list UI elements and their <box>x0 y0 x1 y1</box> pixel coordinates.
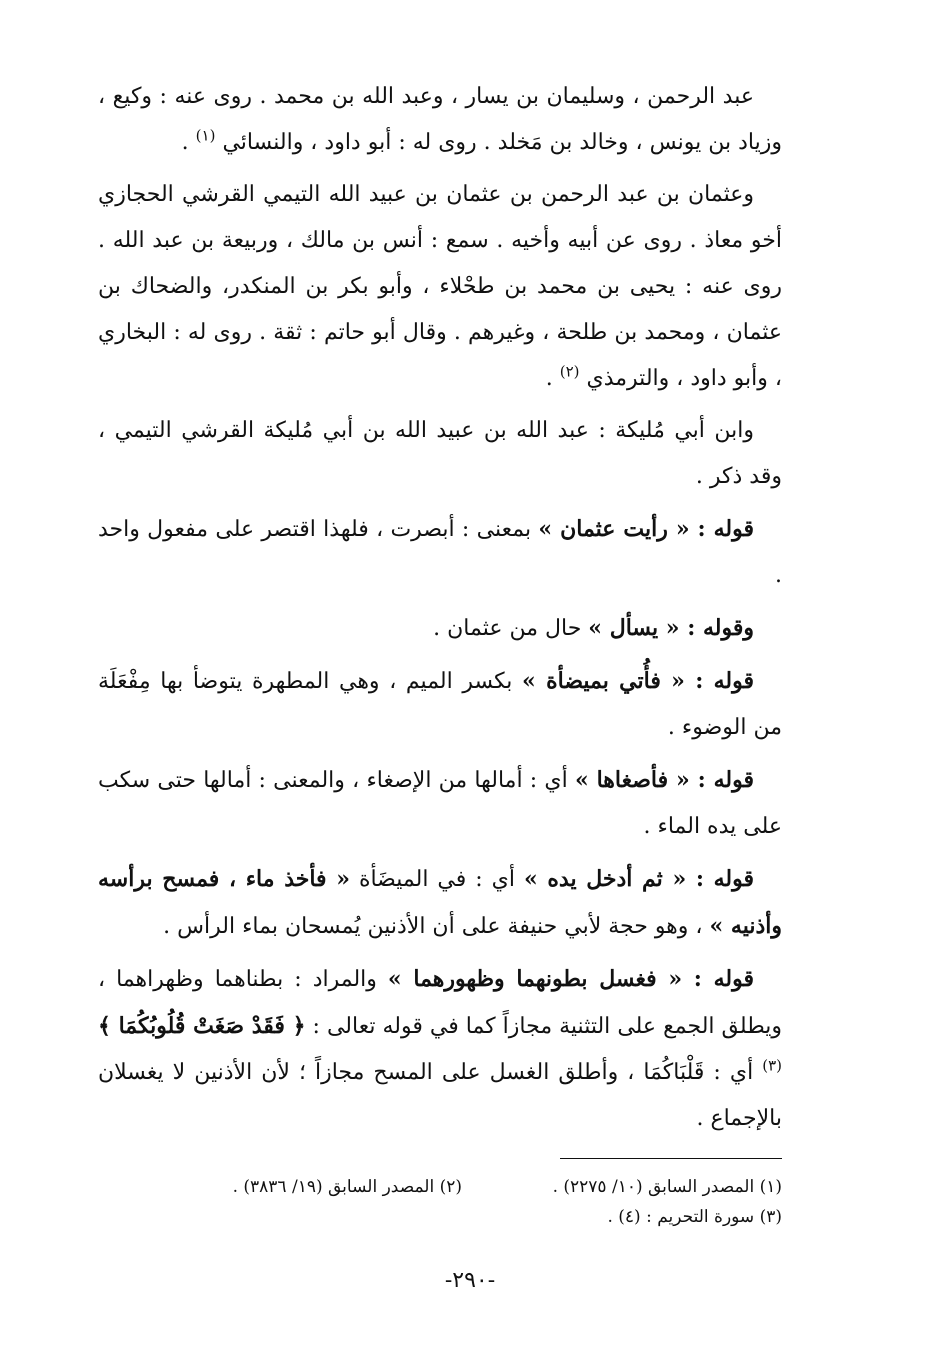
quoted-phrase: قوله : « فأصغاها » <box>574 767 754 793</box>
paragraph <box>98 605 782 652</box>
text-run: عبد الرحمن ، وسليمان بن يسار ، وعبد الله بن محمد . روى عنه : وكيع ، وزياد بن يونس ، وخالد بن مَخلد . روى له : أبو داود ، والنسائي <box>98 84 782 155</box>
quoted-phrase: قوله : « فأُتي بميضأة » <box>522 668 755 694</box>
quoted-phrase: وقوله : « يسأل » <box>588 615 754 641</box>
footnote-divider <box>560 1158 782 1159</box>
footnote-row <box>98 1202 782 1232</box>
text-run: وابن أبي مُليكة : عبد الله بن عبيد الله بن أبي مُليكة القرشي التيمي ، وقد ذكر . <box>98 418 782 489</box>
text-run: . <box>181 130 196 155</box>
footnote-row <box>98 1172 782 1202</box>
text-run: حال من عثمان . <box>433 616 589 641</box>
footnote-1: (١) المصدر السابق (١٠/ ٢٢٧٥) . <box>552 1177 782 1197</box>
paragraph <box>98 956 782 1142</box>
text-run: بكسر الميم ، وهي المطهرة يتوضأ بها مِفْعَلَة من الوضوء . <box>98 669 782 740</box>
paragraph <box>98 856 782 950</box>
text-run: أي : قَلْبَاكُمَا ، وأطلق الغسل على المسح مجازاً ؛ لأن الأذنين لا يغسلان بالإجماع . <box>98 1060 782 1131</box>
footnotes <box>98 1172 782 1232</box>
quoted-phrase: قوله : « ثم أدخل يده » <box>523 866 754 892</box>
text-run: أي : أمالها من الإصغاء ، والمعنى : أمالها حتى سكب على يده الماء . <box>98 768 782 839</box>
paragraph <box>98 172 782 402</box>
paragraph <box>98 74 782 166</box>
text-run: وعثمان بن عبد الرحمن بن عثمان بن عبيد الله التيمي القرشي الحجازي أخو معاذ . روى عن أبيه وأخيه . سمع : أنس بن مالك ، وربيعة بن عبد الله . روى عنه : يحيى بن محمد بن طحْلاء ، وأبو بكر بن المنكدر، والضحاك بن عثمان ، ومحمد بن طلحة ، وغيرهم . وقال أبو حاتم : ثقة . روى له : البخاري ، وأبو داود ، والترمذي <box>98 182 782 391</box>
text-run: . <box>545 366 560 391</box>
main-text <box>98 74 782 1148</box>
footnote-2: (٢) المصدر السابق (١٩/ ٣٨٣٦) . <box>232 1177 462 1197</box>
text-run: ، وهو حجة لأبي حنيفة على أن الأذنين يُمسحان بماء الرأس . <box>163 914 710 939</box>
text-run: بمعنى : أبصرت ، فلهذا اقتصر على مفعول واحد . <box>98 517 782 588</box>
paragraph <box>98 757 782 850</box>
quoted-phrase: قوله : « فغسل بطونهما وظهورهما » <box>387 966 754 992</box>
footnote-ref: (١) <box>195 126 216 145</box>
paragraph <box>98 506 782 599</box>
quoted-phrase: قوله : « رأيت عثمان » <box>538 516 754 542</box>
quoted-phrase: ﴿ فَقَدْ صَغَتْ قُلُوبُكُمَا ﴾ <box>98 1013 306 1039</box>
footnote-ref: (٢) <box>559 362 580 381</box>
page-number: -٢٩٠- <box>444 1268 496 1293</box>
footnote-ref: (٣) <box>762 1056 782 1075</box>
text-run: والمراد : بطناهما وظهراهما ، ويطلق الجمع على التثنية مجازاً كما في قوله تعالى : <box>98 967 782 1039</box>
quoted-phrase: « فأخذ ماء ، فمسح برأسه وأذنيه » <box>98 866 782 939</box>
text-run: أي : في الميضَأة <box>349 867 524 892</box>
paragraph <box>98 408 782 500</box>
footnote-3: (٣) سورة التحريم : (٤) . <box>607 1207 782 1227</box>
paragraph <box>98 658 782 751</box>
